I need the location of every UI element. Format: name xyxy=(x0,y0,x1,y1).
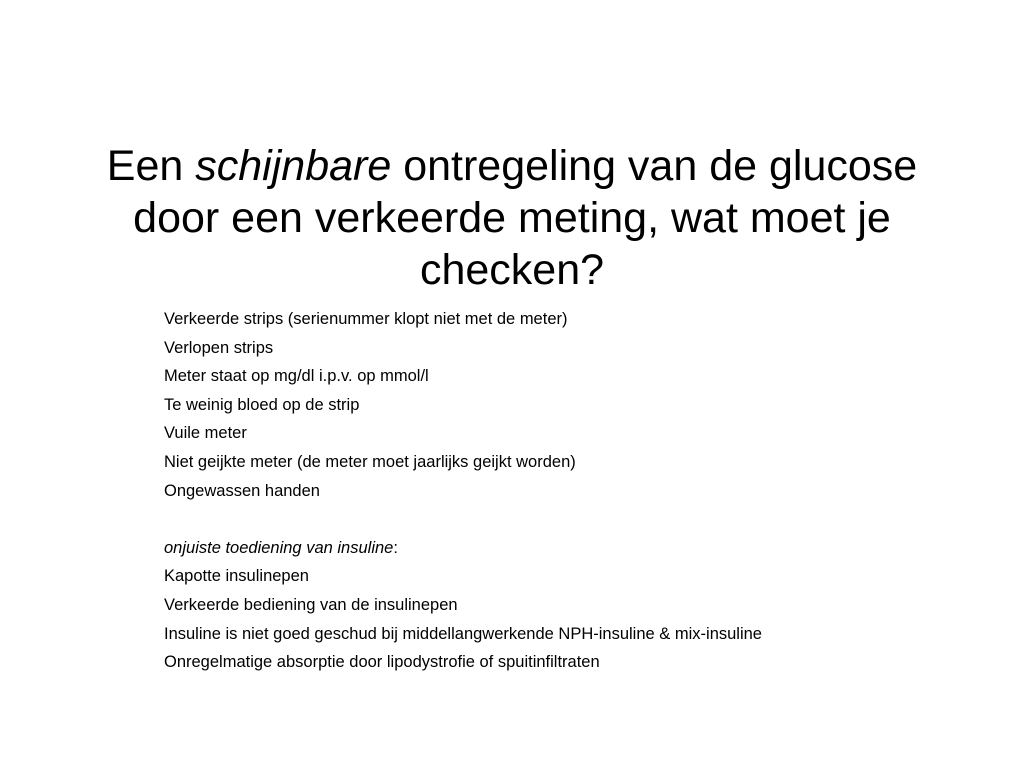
insulin-item-2: Verkeerde bediening van de insulinepen xyxy=(164,595,458,614)
insulin-item-3: Insuline is niet goed geschud bij middellangwerkende NPH-insuline & mix-insuline xyxy=(164,624,762,643)
insulin-section-heading xyxy=(164,538,834,558)
insulin-heading-text: onjuiste toediening van insuline xyxy=(164,538,394,557)
insulin-heading-suffix: : xyxy=(393,538,398,557)
section-spacer xyxy=(164,509,834,529)
meter-item-5: Vuile meter xyxy=(164,424,247,443)
meter-item-6: Niet geijkte meter (de meter moet jaarlijks geijkt worden) xyxy=(164,452,576,471)
title-part-3: ontregeling van de glucose door een verkeerde meting, wat moet je checken? xyxy=(133,142,918,294)
meter-item-4: Te weinig bloed op de strip xyxy=(164,395,360,414)
insulin-item-4: Onregelmatige absorptie door lipodystrofie of spuitinfiltraten xyxy=(164,653,600,672)
meter-item-7: Ongewassen handen xyxy=(164,481,320,500)
title-part-1: Een xyxy=(106,142,196,190)
insulin-item-1: Kapotte insulinepen xyxy=(164,567,309,586)
meter-item-3: Meter staat op mg/dl i.p.v. op mmol/l xyxy=(164,367,429,386)
slide-title xyxy=(90,140,934,296)
checklist xyxy=(164,309,834,681)
meter-item-1: Verkeerde strips (serienummer klopt niet met de meter) xyxy=(164,310,568,328)
title-emphasis: schijnbare xyxy=(195,142,392,190)
meter-item-2: Verlopen strips xyxy=(164,338,274,357)
